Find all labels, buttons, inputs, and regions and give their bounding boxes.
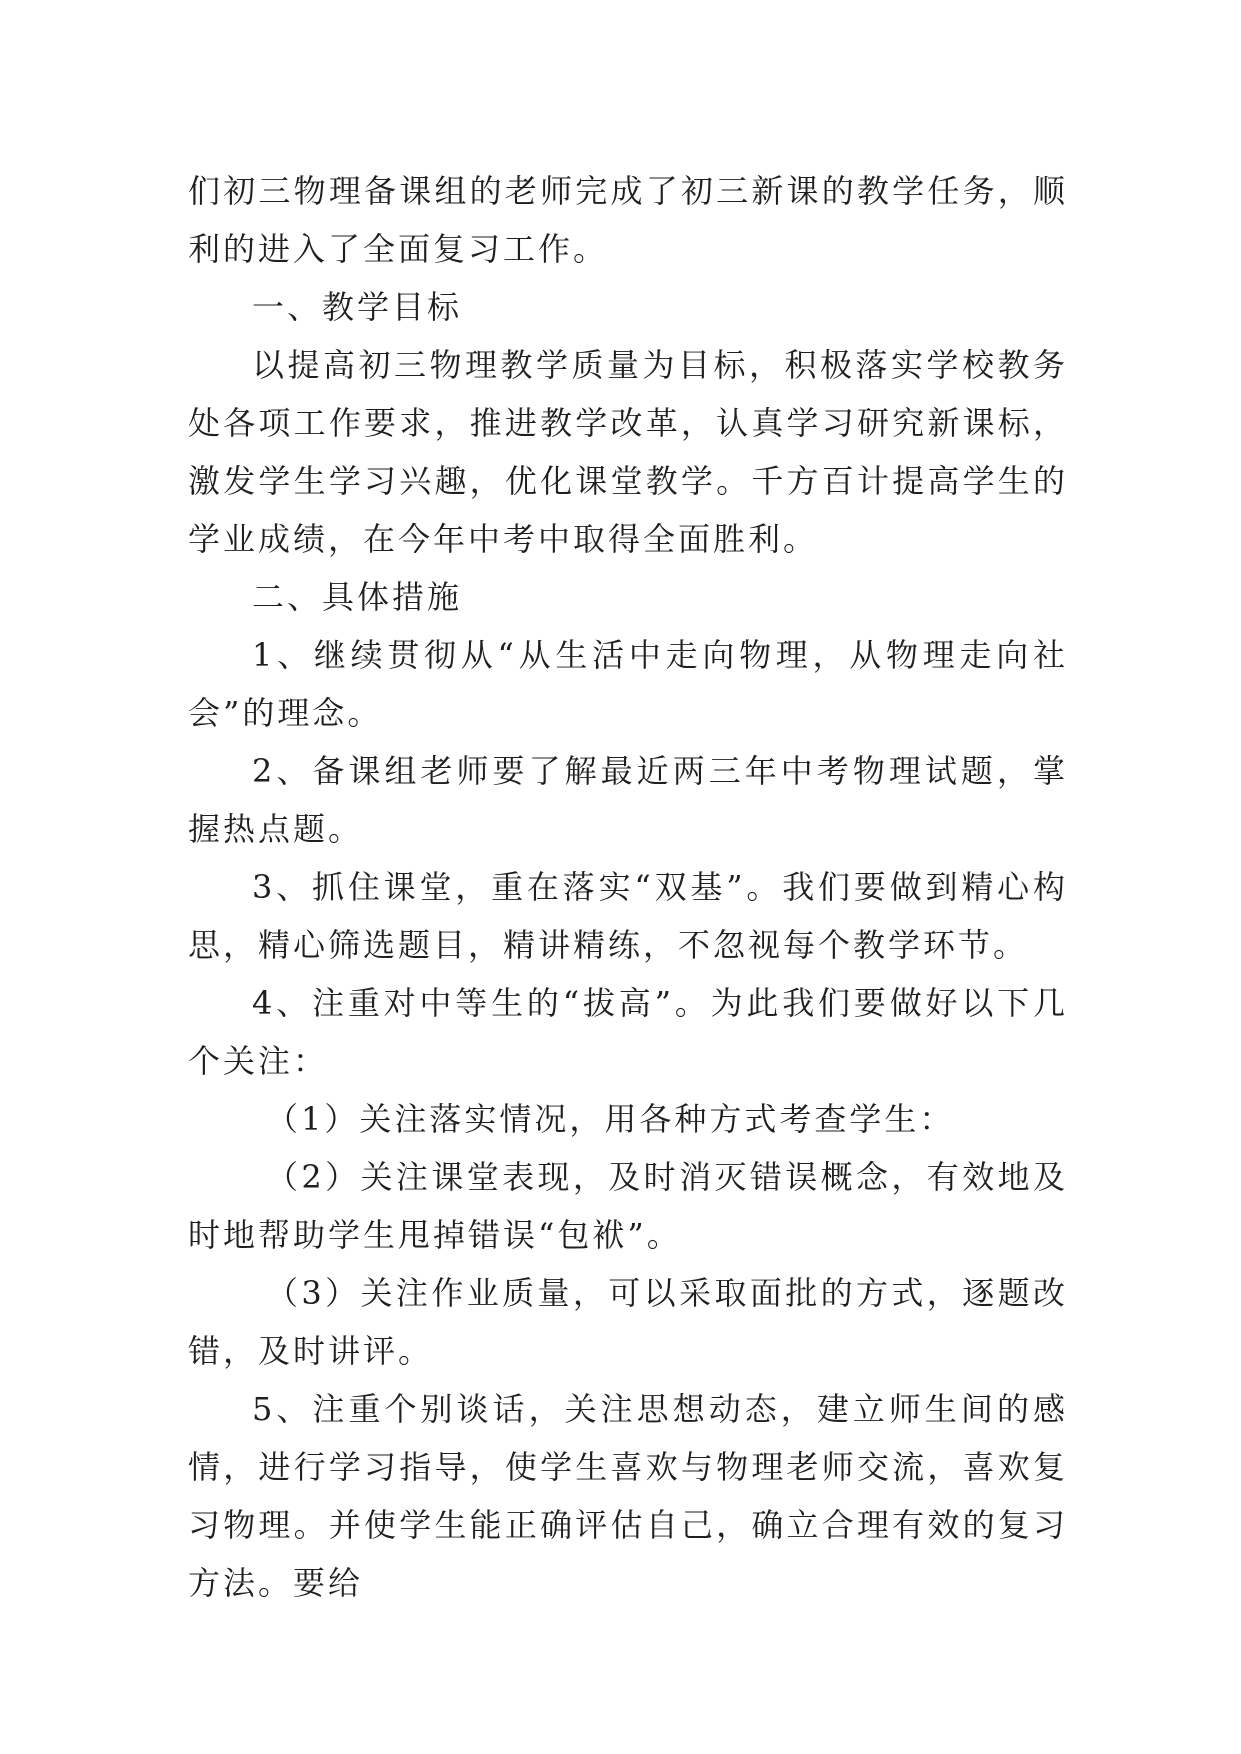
sub-item-3: （3）关注作业质量，可以采取面批的方式，逐题改错，及时讲评。: [188, 1274, 1068, 1370]
measure-item-1: 1、继续贯彻从“从生活中走向物理，从物理走向社会”的理念。: [188, 636, 1068, 732]
paragraph-intro: 们初三物理备课组的老师完成了初三新课的教学任务，顺利的进入了全面复习工作。: [188, 172, 1068, 268]
document-body: [188, 162, 1068, 1612]
sub-item-1: （1）关注落实情况，用各种方式考查学生：: [266, 1100, 955, 1138]
measure-item-4: 4、注重对中等生的“拔高”。为此我们要做好以下几个关注：: [188, 984, 1068, 1080]
paragraph-goals: 以提高初三物理教学质量为目标，积极落实学校教务处各项工作要求，推进教学改革，认真学习研究新课标，激发学生学习兴趣，优化课堂教学。千方百计提高学生的学业成绩，在今年中考中取得全面胜利。: [188, 346, 1068, 558]
heading-measures: 二、具体措施: [252, 578, 463, 616]
measure-item-2: 2、备课组老师要了解最近两三年中考物理试题，掌握热点题。: [188, 752, 1068, 848]
sub-item-2: （2）关注课堂表现，及时消灭错误概念，有效地及时地帮助学生甩掉错误“包袱”。: [188, 1158, 1068, 1254]
heading-teaching-goals: 一、教学目标: [252, 288, 463, 326]
measure-item-5: 5、注重个别谈话，关注思想动态，建立师生间的感情，进行学习指导，使学生喜欢与物理老师交流，喜欢复习物理。并使学生能正确评估自己，确立合理有效的复习方法。要给: [188, 1390, 1068, 1602]
measure-item-3: 3、抓住课堂，重在落实“双基”。我们要做到精心构思，精心筛选题目，精讲精练，不忽视每个教学环节。: [188, 868, 1068, 964]
